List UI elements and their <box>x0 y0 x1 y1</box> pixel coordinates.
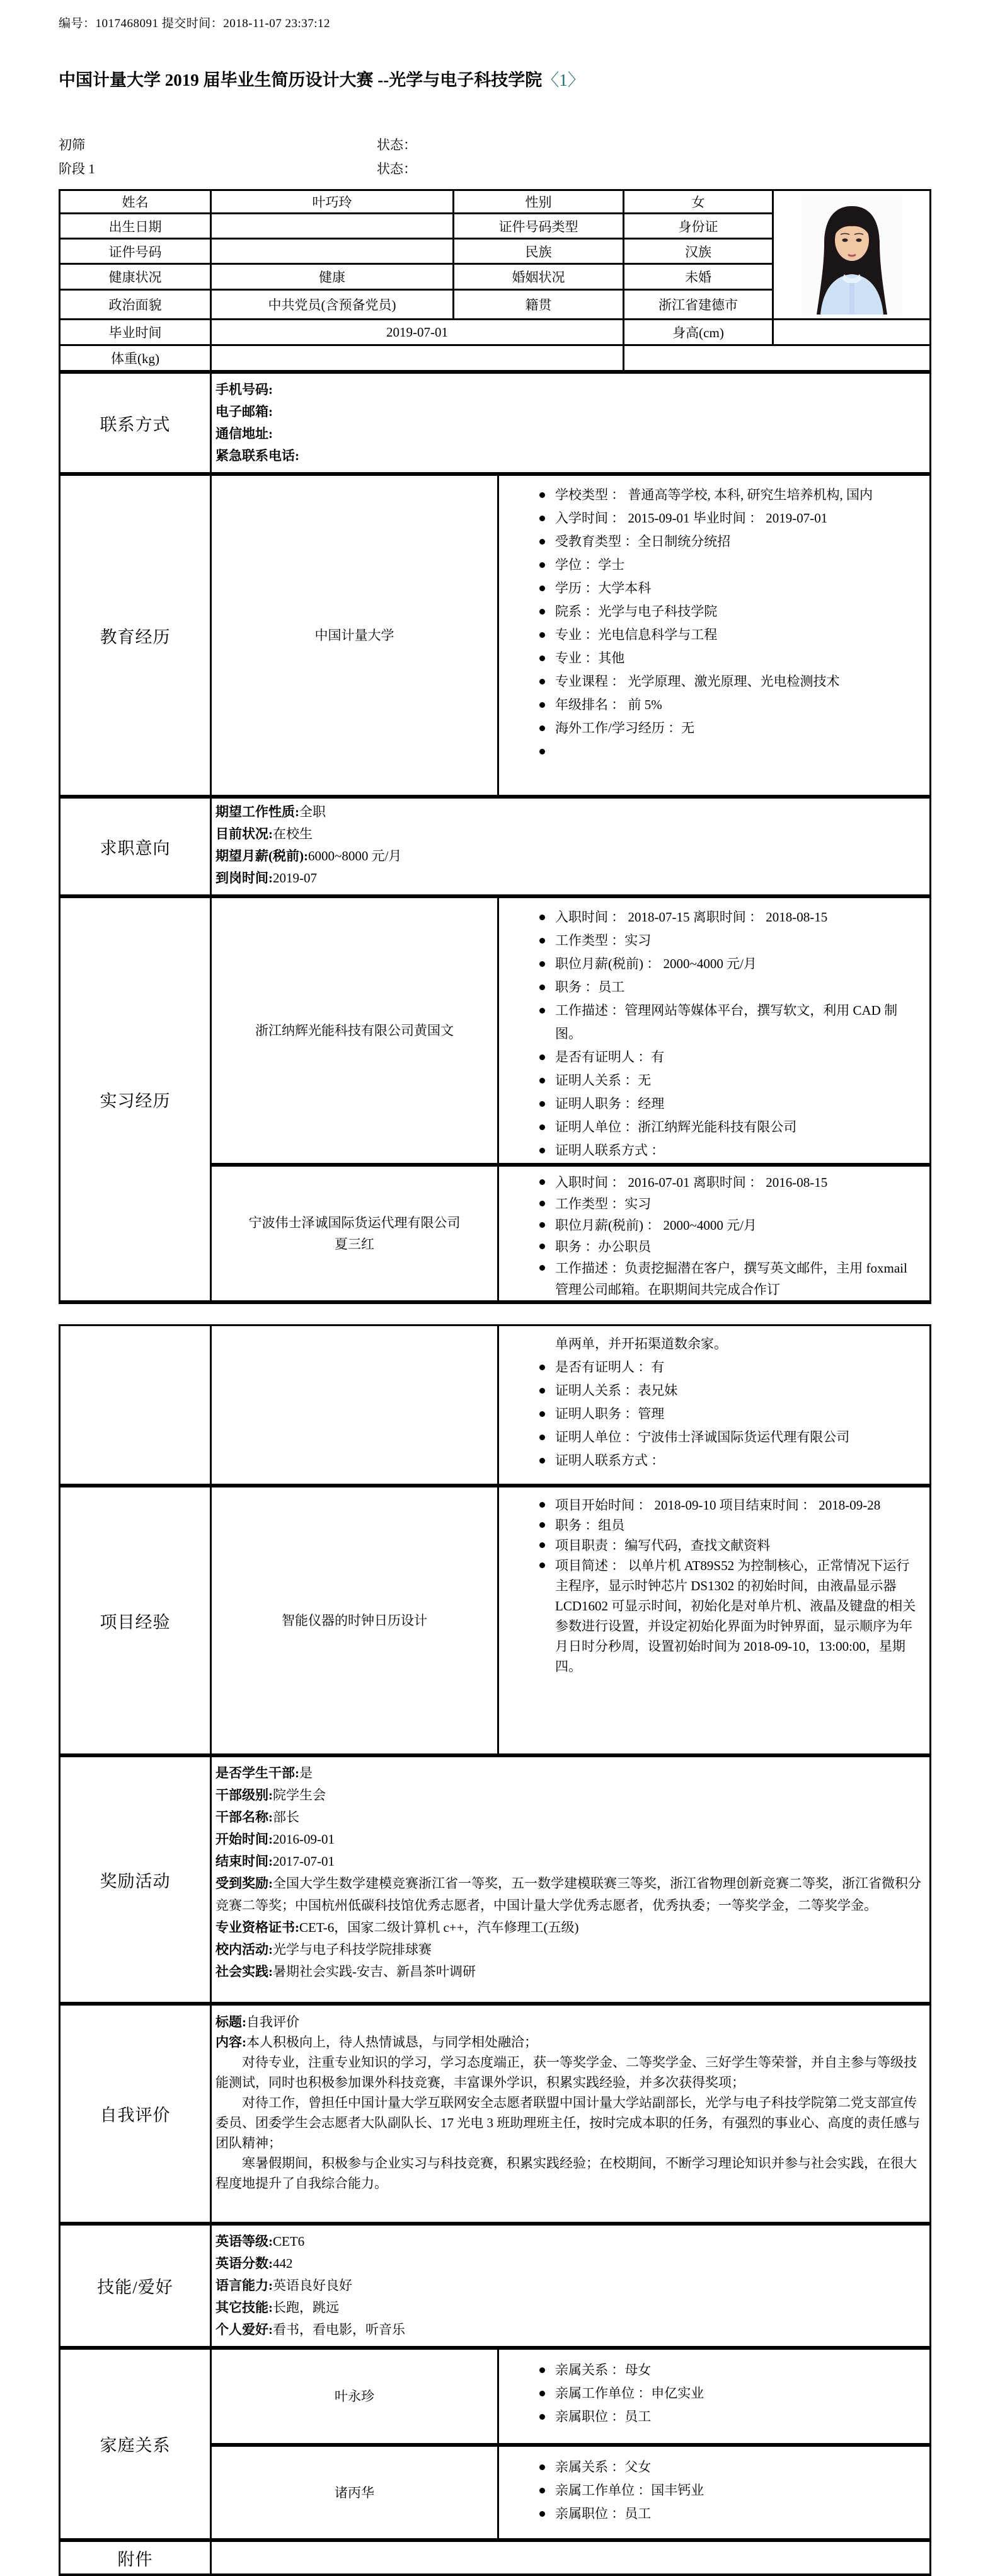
awards-line-label: 社会实践: <box>216 1964 273 1979</box>
field-label-id-type: 证件号码类型 <box>454 214 623 238</box>
family-member-2-bullets <box>497 2447 929 2538</box>
contact-line-label: 通信地址: <box>216 426 273 441</box>
field-label-hometown: 籍贯 <box>454 291 623 318</box>
self-eval-title-label: 标题: <box>216 2014 246 2030</box>
section-family <box>60 2346 929 2538</box>
education-bullet-item: 受教育类型 ：全日制统分统招 <box>538 530 922 553</box>
intention-line-value: 2019-07 <box>273 870 317 886</box>
awards-line-value: CET-6，国家二级计算机 c++，汽车修理工(五级) <box>299 1920 579 1935</box>
skills-line-label: 英语分数: <box>216 2256 273 2271</box>
contact-line <box>216 423 923 445</box>
self-eval-content-line <box>216 2032 921 2052</box>
internship-bullet-item: 证明人关系 ：表兄妹 <box>538 1379 922 1402</box>
intention-line-value: 6000~8000 元/月 <box>307 848 402 863</box>
internship-bullet-item: 工作描述 ：管理网站等媒体平台，撰写软文，利用 CAD 制图。 <box>538 999 922 1046</box>
internship-bullet-item: 职位月薪(税前) ： 2000~4000 元/月 <box>538 952 922 976</box>
field-value-weight <box>212 346 623 370</box>
section-label-self-eval: 自我评价 <box>100 2106 171 2125</box>
field-label-graduation: 毕业时间 <box>60 320 210 344</box>
field-value-health: 健康 <box>212 265 452 289</box>
awards-line-value: 光学与电子科技学院排球赛 <box>273 1942 432 1957</box>
intention-lines <box>210 799 929 894</box>
intention-line <box>216 823 923 845</box>
project-bullet-list <box>497 1487 929 1753</box>
self-eval-paragraph: 寒暑假期间，积极参与企业实习与科技竞赛，积累实践经验；在校期间，不断学习理论知识并参与社会实践，在很大程度地提升了自我综合能力。 <box>216 2156 917 2191</box>
title-text: 中国计量大学 2019 届毕业生简历设计大赛 --光学与电子科技学院 <box>59 71 543 90</box>
self-eval-paragraph: 对待工作，曾担任中国计量大学互联网安全志愿者联盟中国计量大学站副部长，光学与电子科技学院第二党支部宣传委员、团委学生会志愿者大队副队长、17 光电 3 班助理班主任，按时完成本职的任务，有强烈的事业心、高度的责任感与团队精神； <box>216 2095 921 2151</box>
awards-line-value: 2016-09-01 <box>273 1832 335 1847</box>
screening-stage-label: 初筛 <box>59 137 85 153</box>
resume-table-page2 <box>59 1324 931 2576</box>
field-value-hometown: 浙江省建德市 <box>624 291 772 318</box>
section-awards <box>60 1753 929 2002</box>
internship-bullet-item: 证明人联系方式 ： <box>538 1139 922 1162</box>
resume-table-page1 <box>59 189 931 1304</box>
awards-line <box>216 1806 923 1828</box>
continuation-text: 单两单，并开拓渠道数余家。 <box>555 1336 727 1351</box>
internship-bullet-item: 工作描述 ：负责挖掘潜在客户，撰写英文邮件，主用 foxmail 管理公司邮箱。在职期间共完成合作订 <box>538 1257 922 1300</box>
skills-line <box>216 2319 923 2341</box>
awards-line <box>216 1851 923 1873</box>
internship-bullet-item: 工作类型 ：实习 <box>538 929 922 952</box>
id-photo-cell <box>774 191 929 318</box>
family-bullet-item: 亲属职位 ：员工 <box>538 2502 922 2526</box>
internship-bullet-item: 是否有证明人 ：有 <box>538 1356 922 1379</box>
skills-line-label: 其它技能: <box>216 2300 273 2315</box>
screening-status-list <box>59 132 931 180</box>
screening-row <box>59 156 931 180</box>
education-bullet-item: 学校类型 ： 普通高等学校, 本科, 研究生培养机构, 国内 <box>538 483 922 507</box>
intention-line-label: 目前状况: <box>216 826 273 841</box>
section-label-attachment: 附件 <box>117 2550 153 2569</box>
education-bullet-list <box>497 476 929 795</box>
awards-line-label: 校内活动: <box>216 1942 273 1957</box>
awards-line-label: 干部级别: <box>216 1788 273 1803</box>
internship-1-company: 浙江纳辉光能科技有限公司黄国文 <box>210 898 497 1163</box>
skills-line-label: 语言能力: <box>216 2278 273 2293</box>
awards-line <box>216 1961 923 1983</box>
awards-line-label: 开始时间: <box>216 1832 273 1847</box>
contact-line-label: 电子邮箱: <box>216 404 273 419</box>
intention-line-label: 到岗时间: <box>216 870 273 886</box>
education-school: 中国计量大学 <box>210 476 497 795</box>
awards-line-label: 是否学生干部: <box>216 1765 299 1781</box>
intention-line <box>216 845 923 867</box>
self-eval-paragraph: 对待专业，注重专业知识的学习，学习态度端正，获一等奖学金、二等奖学金、三好学生等荣誉，并自主参与等级技能测试，同时也积极参加课外科技竞赛，丰富课外学识，积累实践经验，并多次获得奖项； <box>216 2055 917 2090</box>
field-value-weight-extra <box>624 346 929 370</box>
contact-line <box>216 401 923 423</box>
section-internship-continued <box>60 1326 929 1484</box>
family-bullet-item: 亲属工作单位 ：国丰钙业 <box>538 2479 922 2502</box>
skills-line-value: 长跑，跳远 <box>273 2300 339 2315</box>
field-value-ethnicity: 汉族 <box>624 240 772 263</box>
field-value-id-type: 身份证 <box>624 214 772 238</box>
section-label-education: 教育经历 <box>100 627 171 647</box>
intention-line-value: 全职 <box>299 804 326 819</box>
continuation-content <box>497 1326 929 1484</box>
family-member-2-name: 诸丙华 <box>210 2447 497 2538</box>
awards-line <box>216 1939 923 1961</box>
project-bullet-item: 项目简述 ： 以单片机 AT89S52 为控制核心，正常情况下运行主程序，显示时钟芯片 DS1302 的初始时间，由液晶显示器 LCD1602 可显示时间，初始化是对单片机、液晶及键盘的相关参数进行设置，并设定初始化界面为时钟界面，显示顺序为年月日时分秒周，设置初始时间为 2018-09-10，13:00:00，星期四。 <box>538 1556 922 1677</box>
section-label-internship: 实习经历 <box>100 1091 171 1111</box>
field-label-id-number: 证件号码 <box>60 240 210 263</box>
screening-stage-label: 阶段 1 <box>59 161 95 176</box>
page-title <box>59 66 931 91</box>
skills-line-value: 看书，看电影，听音乐 <box>273 2322 405 2337</box>
education-bullet-item: 入学时间 ： 2015-09-01 毕业时间 ： 2019-07-01 <box>538 507 922 530</box>
family-entries <box>210 2350 929 2538</box>
education-bullet-item: 专业 ：其他 <box>538 647 922 670</box>
family-bullet-item: 亲属关系 ：父女 <box>538 2456 922 2479</box>
screening-status-label: 状态： <box>377 137 417 153</box>
awards-line-value: 是 <box>299 1765 313 1781</box>
intention-line-label: 期望月薪(税前): <box>216 848 308 863</box>
section-contact <box>60 370 929 472</box>
internship-bullet-item: 工作类型 ：实习 <box>538 1193 922 1215</box>
internship-bullet-item: 是否有证明人 ：有 <box>538 1046 922 1069</box>
field-value-political: 中共党员(含预备党员) <box>212 291 452 318</box>
education-bullet-item: 学历 ：大学本科 <box>538 577 922 600</box>
awards-line-label: 专业资格证书: <box>216 1920 299 1935</box>
section-label-contact: 联系方式 <box>100 415 171 434</box>
awards-line <box>216 1784 923 1806</box>
awards-line-value: 部长 <box>273 1810 299 1825</box>
contact-line <box>216 445 923 467</box>
section-skills <box>60 2222 929 2346</box>
section-attachment <box>60 2538 929 2573</box>
field-value-name: 叶巧玲 <box>212 191 452 212</box>
contact-line-label: 手机号码: <box>216 382 273 397</box>
field-value-id-number <box>212 240 452 263</box>
internship-bullet-item: 证明人联系方式 ： <box>538 1449 922 1472</box>
awards-line-value: 全国大学生数学建模竞赛浙江省一等奖，五一数学建模联赛三等奖，浙江省物理创新竞赛二等奖，浙江省微积分竞赛二等奖；中国杭州低碳科技馆优秀志愿者，中国计量大学优秀志愿者，优秀执委；一等奖学金，二等奖学金。 <box>216 1876 921 1913</box>
internship-bullet-item: 职位月薪(税前) ： 2000~4000 元/月 <box>538 1215 922 1236</box>
project-name: 智能仪器的时钟日历设计 <box>210 1487 497 1753</box>
skills-line-label: 个人爱好: <box>216 2322 273 2337</box>
education-bullet-item: 海外工作/学习经历 ：无 <box>538 717 922 740</box>
intention-line <box>216 801 923 823</box>
internship-bullet-item: 职务 ：办公职员 <box>538 1236 922 1257</box>
awards-lines <box>210 1757 929 2002</box>
skills-line <box>216 2275 923 2297</box>
field-label-ethnicity: 民族 <box>454 240 623 263</box>
section-job-intention <box>60 795 929 894</box>
section-label-awards: 奖励活动 <box>100 1871 171 1891</box>
education-bullet-item <box>538 740 922 763</box>
education-bullet-item: 专业课程 ： 光学原理、激光原理、光电检测技术 <box>538 670 922 693</box>
field-value-graduation: 2019-07-01 <box>212 320 623 344</box>
awards-line <box>216 1873 923 1917</box>
family-member-2 <box>210 2443 929 2538</box>
field-label-marital: 婚姻状况 <box>454 265 623 289</box>
field-label-health: 健康状况 <box>60 265 210 289</box>
field-value-gender: 女 <box>624 191 772 212</box>
section-internship <box>60 894 929 1300</box>
education-bullet-item: 学位 ：学士 <box>538 553 922 577</box>
internship-bullet-item: 证明人单位 ：宁波伟士泽诚国际货运代理有限公司 <box>538 1426 922 1449</box>
awards-line-label: 结束时间: <box>216 1854 273 1869</box>
skills-line-label: 英语等级: <box>216 2234 273 2249</box>
internship-bullet-item: 证明人单位 ：浙江纳辉光能科技有限公司 <box>538 1116 922 1139</box>
awards-line-value: 2017-07-01 <box>273 1854 335 1869</box>
field-label-weight: 体重(kg) <box>60 346 210 370</box>
awards-line <box>216 1917 923 1939</box>
internship-bullet-item: 证明人关系 ：无 <box>538 1069 922 1092</box>
family-bullet-item: 亲属职位 ：员工 <box>538 2405 922 2429</box>
internship-2-company <box>210 1167 497 1300</box>
section-education <box>60 472 929 795</box>
internship-2-company-line1: 宁波伟士泽诚国际货运代理有限公司 <box>248 1215 461 1230</box>
self-eval-title-line <box>216 2012 921 2032</box>
skills-line <box>216 2297 923 2319</box>
field-label-height: 身高(cm) <box>624 320 772 344</box>
project-bullet-item: 项目开始时间 ： 2018-09-10 项目结束时间 ： 2018-09-28 <box>538 1495 922 1515</box>
self-eval-content <box>210 2006 929 2222</box>
education-bullet-item: 年级排名 ： 前 5% <box>538 693 922 717</box>
self-eval-title-value: 自我评价 <box>246 2014 299 2030</box>
meta-line: 编号：1017468091 提交时间：2018-11-07 23:37:12 <box>59 17 331 30</box>
internship-2-bullet-list <box>497 1167 929 1300</box>
family-member-1 <box>210 2350 929 2443</box>
attachment-content-empty <box>210 2542 929 2573</box>
education-bullet-item: 专业 ：光电信息科学与工程 <box>538 623 922 647</box>
section-label-family: 家庭关系 <box>100 2436 171 2455</box>
project-bullet-item: 项目职责 ：编写代码，查找文献资料 <box>538 1535 922 1556</box>
internship-1-bullet-list <box>497 898 929 1163</box>
internship-bullet-item: 入职时间 ： 2018-07-15 离职时间 ： 2018-08-15 <box>538 906 922 929</box>
awards-line-value: 暑期社会实践-安吉、新昌茶叶调研 <box>273 1964 476 1979</box>
skills-line-value: 英语良好良好 <box>273 2278 352 2293</box>
awards-line-label: 干部名称: <box>216 1810 273 1825</box>
skills-line <box>216 2231 923 2253</box>
internship-bullet-item: 证明人职务 ：经理 <box>538 1092 922 1116</box>
intention-line <box>216 867 923 889</box>
continuation-empty-mid <box>210 1326 497 1484</box>
awards-line <box>216 1762 923 1784</box>
internship-bullet-item: 职务 ：员工 <box>538 976 922 999</box>
awards-line-label: 受到奖励: <box>216 1876 273 1891</box>
skills-lines <box>210 2226 929 2346</box>
intention-line-label: 期望工作性质: <box>216 804 299 819</box>
self-eval-content-first: 本人积极向上，待人热情诚恳，与同学相处融洽； <box>246 2035 537 2050</box>
field-value-birthdate <box>212 214 452 238</box>
education-bullet-item: 院系 ：光学与电子科技学院 <box>538 600 922 623</box>
field-label-name: 姓名 <box>60 191 210 212</box>
section-label-project: 项目经验 <box>100 1612 171 1632</box>
self-eval-paragraphs <box>216 2052 921 2193</box>
skills-line-value: CET6 <box>273 2234 305 2249</box>
contact-line <box>216 379 923 401</box>
project-bullet-item: 职务 ：组员 <box>538 1515 922 1535</box>
portrait-photo <box>802 195 902 315</box>
internship-bullet-item: 入职时间 ： 2016-07-01 离职时间 ： 2016-08-15 <box>538 1172 922 1193</box>
continuation-empty-label <box>60 1326 210 1484</box>
internship-entry-2 <box>210 1163 929 1300</box>
family-bullet-item: 亲属关系 ：母女 <box>538 2359 922 2382</box>
field-label-birthdate: 出生日期 <box>60 214 210 238</box>
awards-line <box>216 1828 923 1851</box>
personal-info-grid <box>60 191 929 370</box>
internship-entries <box>210 898 929 1300</box>
field-label-gender: 性别 <box>454 191 623 212</box>
intention-line-value: 在校生 <box>273 826 313 841</box>
title-suffix: 〈1〉 <box>542 71 585 90</box>
internship-entry-1 <box>210 898 929 1163</box>
family-bullet-item: 亲属工作单位 ：申亿实业 <box>538 2382 922 2405</box>
section-label-skills: 技能/爱好 <box>97 2278 173 2297</box>
section-project <box>60 1484 929 1753</box>
self-eval-content-label: 内容: <box>216 2035 246 2050</box>
skills-line-value: 442 <box>273 2256 293 2271</box>
family-member-1-bullets <box>497 2350 929 2443</box>
section-self-evaluation <box>60 2002 929 2222</box>
skills-line <box>216 2253 923 2275</box>
section-label-intention: 求职意向 <box>100 838 171 858</box>
screening-status-label: 状态： <box>377 161 417 176</box>
contact-line-label: 紧急联系电话: <box>216 448 299 463</box>
internship-bullet-item: 证明人职务 ：管理 <box>538 1402 922 1426</box>
contact-lines <box>210 374 929 472</box>
field-value-marital: 未婚 <box>624 265 772 289</box>
family-member-1-name: 叶永珍 <box>210 2350 497 2443</box>
continuation-bullet-list <box>499 1356 929 1472</box>
field-value-height <box>774 320 929 344</box>
awards-line-value: 院学生会 <box>273 1788 326 1803</box>
field-label-political: 政治面貌 <box>60 291 210 318</box>
screening-row <box>59 132 931 156</box>
internship-2-company-line2: 夏三红 <box>335 1237 374 1252</box>
